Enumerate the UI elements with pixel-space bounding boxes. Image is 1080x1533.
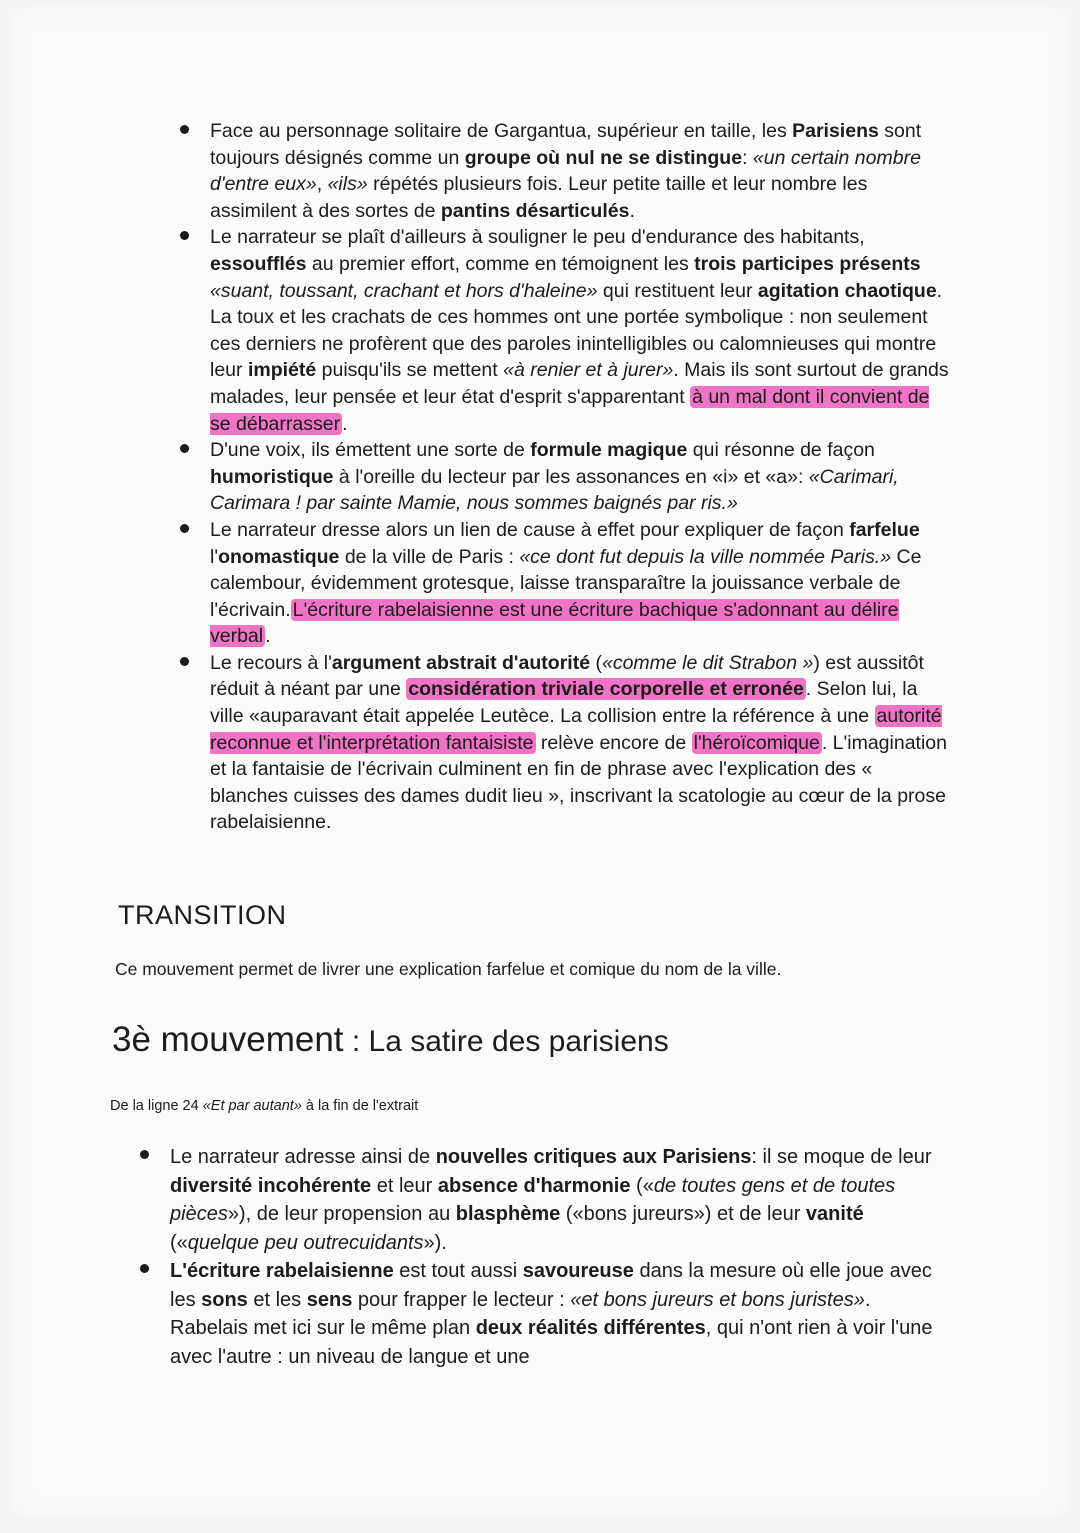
highlighted-text: à un mal dont il convient de se débarrasser: [210, 385, 930, 435]
text-run: Le narrateur adresse ainsi de: [170, 1146, 436, 1168]
text-run: . Mais ils sont surtout de grands malades, leur pensée et leur état d'esprit s'apparentant: [210, 359, 949, 408]
bold-text: vanité: [805, 1203, 864, 1225]
quote-text: «un certain nombre d'entre eux»: [210, 146, 921, 196]
quote-text: «suant, toussant, crachant et hors d'haleine»: [210, 279, 598, 302]
text-run: répétés plusieurs fois. Leur petite taille et leur nombre les assimilent à des sortes de: [210, 173, 868, 222]
text-run: »), de leur propension au: [227, 1203, 456, 1225]
list-item: [210, 437, 955, 517]
bold-text: pantins désarticulés: [440, 199, 630, 222]
bullet-icon: [180, 524, 189, 533]
paragraph-text: [170, 1260, 932, 1368]
text-run: qui restituent leur: [597, 279, 758, 302]
highlighted-text: L'écriture rabelaisienne est une écriture bachique s'adonnant au délire verbal: [210, 598, 899, 648]
text-run: («: [170, 1231, 188, 1254]
text-run: »).: [423, 1231, 447, 1254]
bold-text: Parisiens: [792, 120, 879, 142]
bullet-icon: [180, 231, 189, 240]
bullet-icon: [180, 125, 189, 134]
paragraph-text: [210, 652, 947, 834]
bold-text: argument abstrait d'autorité: [331, 651, 591, 674]
section-line-range: [110, 1098, 418, 1114]
list-item: [170, 1257, 935, 1371]
quote-text: de toutes gens et de toutes pièces: [170, 1174, 896, 1225]
bold-text: absence d'harmonie: [437, 1174, 631, 1197]
bold-text: onomastique: [218, 545, 340, 568]
text-run: Le narrateur dresse alors un lien de cause à effet pour expliquer de façon: [210, 518, 850, 541]
transition-heading: TRANSITION: [118, 900, 287, 930]
paragraph-text: [170, 1146, 932, 1254]
list-item: [210, 224, 955, 437]
highlighted-text: l'héroïcomique: [693, 731, 820, 754]
bold-text: trois participes présents: [694, 252, 921, 275]
text-run: Face au personnage solitaire de Gargantua, supérieur en taille, les: [210, 120, 793, 142]
bullet-icon: [140, 1150, 149, 1159]
quote-text: «et bons jureurs et bons juristes»: [570, 1288, 865, 1311]
text-run: : il se moque de leur: [751, 1146, 932, 1168]
quote-text: «comme le dit Strabon »: [601, 651, 814, 674]
quote-text: «Carimari, Carimara ! par sainte Mamie, nous sommes baignés par ris.»: [210, 465, 899, 515]
text-run: .: [342, 412, 348, 435]
text-run: D'une voix, ils émettent une sorte de: [210, 439, 531, 462]
text-run: . L'imagination et la fantaisie de l'écrivain culminent en fin de phrase avec l'explication des « blanches cuisses des dames dudit lieu », inscrivant la scatologie au cœur de la prose rabelaisienne.: [210, 731, 947, 834]
bullet-list-movement-2: [210, 118, 955, 836]
text-run: . La toux et les crachats de ces hommes ont une portée symbolique : non seulement ces derniers ne profèrent que des paroles inintelligibles ou calomnieuses qui montre leur: [210, 279, 943, 382]
list-item: [210, 650, 955, 836]
quote-text: «ce dont fut depuis la ville nommée Paris.»: [519, 545, 892, 568]
section-title-text: La satire des parisiens: [368, 1025, 669, 1058]
bold-text: humoristique: [210, 465, 334, 488]
text-run: ) est aussitôt réduit à néant par une: [210, 651, 924, 701]
transition-text: Ce mouvement permet de livrer une explication farfelue et comique du nom de la ville.: [115, 959, 782, 979]
text-run: sont toujours désignés comme un: [210, 120, 922, 169]
paragraph-text: [210, 226, 949, 434]
text-run: .: [265, 625, 271, 648]
bold-text: farfelue: [849, 518, 920, 541]
paragraph-text: [210, 439, 899, 514]
text-run: à l'oreille du lecteur par les assonances en «i» et «a»:: [333, 465, 809, 488]
paragraph-text: [210, 519, 921, 647]
text-run: (: [590, 651, 602, 674]
text-run: et les: [247, 1288, 307, 1311]
scanned-page: [10, 6, 1070, 1516]
bold-text: impiété: [247, 359, 317, 382]
text-run: relève encore de: [535, 731, 692, 754]
quote-text: quelque peu outrecuidants: [187, 1231, 424, 1254]
bold-text: formule magique: [530, 439, 688, 462]
bold-text: sens: [306, 1288, 353, 1311]
bullet-list-movement-3: [170, 1143, 935, 1371]
bold-text: diversité incohérente: [170, 1174, 372, 1197]
text-run: , qui n'ont rien à voir l'une avec l'autre : un niveau de langue et une: [170, 1317, 933, 1368]
text-run: ,: [316, 173, 328, 196]
bold-text: essoufflés: [210, 252, 307, 275]
list-item: [170, 1143, 935, 1257]
text-run: («: [630, 1174, 654, 1197]
text-run: puisqu'ils se mettent: [316, 359, 504, 382]
quote-text: «ils»: [327, 173, 368, 196]
text-run: . Selon lui, la ville «auparavant était appelée Leutèce. La collision entre la référence à une: [210, 678, 918, 728]
list-item: [210, 517, 955, 650]
range-suffix: à la fin de l'extrait: [301, 1098, 419, 1114]
bullet-icon: [180, 444, 189, 453]
text-run: Ce calembour, évidemment grotesque, laisse transparaître la jouissance verbale de l'écrivain.: [210, 545, 922, 621]
bold-text: savoureuse: [522, 1260, 634, 1282]
bold-text: sons: [201, 1288, 248, 1311]
quote-text: «à renier et à jurer»: [503, 359, 674, 382]
bullet-icon: [180, 657, 189, 666]
bold-text: agitation chaotique: [757, 279, 937, 302]
text-run: est tout aussi: [393, 1260, 523, 1282]
section-number: 3è mouvement: [112, 1020, 344, 1059]
bullet-icon: [140, 1264, 149, 1273]
bold-text: nouvelles critiques aux Parisiens: [435, 1146, 752, 1168]
text-run: au premier effort, comme en témoignent les: [306, 252, 695, 275]
bold-text: deux réalités différentes: [475, 1317, 706, 1339]
bold-text: L'écriture rabelaisienne: [170, 1260, 394, 1282]
section-title-colon: :: [343, 1025, 369, 1058]
section-title: [112, 1020, 669, 1060]
text-run: qui résonne de façon: [687, 439, 875, 462]
list-item: [210, 118, 955, 224]
bold-text: groupe où nul ne se distingue: [464, 146, 743, 169]
highlighted-text: autorité reconnue et l'interprétation fantaisiste: [210, 705, 942, 754]
text-run: :: [742, 146, 753, 169]
text-run: pour frapper le lecteur :: [352, 1288, 571, 1311]
text-run: .: [629, 199, 635, 222]
text-run: de la ville de Paris :: [339, 545, 520, 568]
range-prefix: De la ligne 24: [110, 1098, 203, 1114]
range-quote: «Et par autant»: [202, 1098, 302, 1114]
text-run: . Rabelais met ici sur le même plan: [170, 1288, 871, 1339]
text-run: Le narrateur se plaît d'ailleurs à souligner le peu d'endurance des habitants,: [210, 226, 865, 249]
text-run: («bons jureurs») et de leur: [560, 1203, 806, 1225]
bold-text: blasphème: [455, 1203, 561, 1225]
paragraph-text: [210, 120, 921, 222]
text-run: l': [210, 545, 219, 568]
text-run: et leur: [371, 1174, 438, 1197]
text-run: dans la mesure où elle joue avec les: [170, 1260, 932, 1311]
text-run: Le recours à l': [210, 651, 332, 674]
highlighted-text: considération triviale corporelle et erronée: [408, 678, 804, 701]
